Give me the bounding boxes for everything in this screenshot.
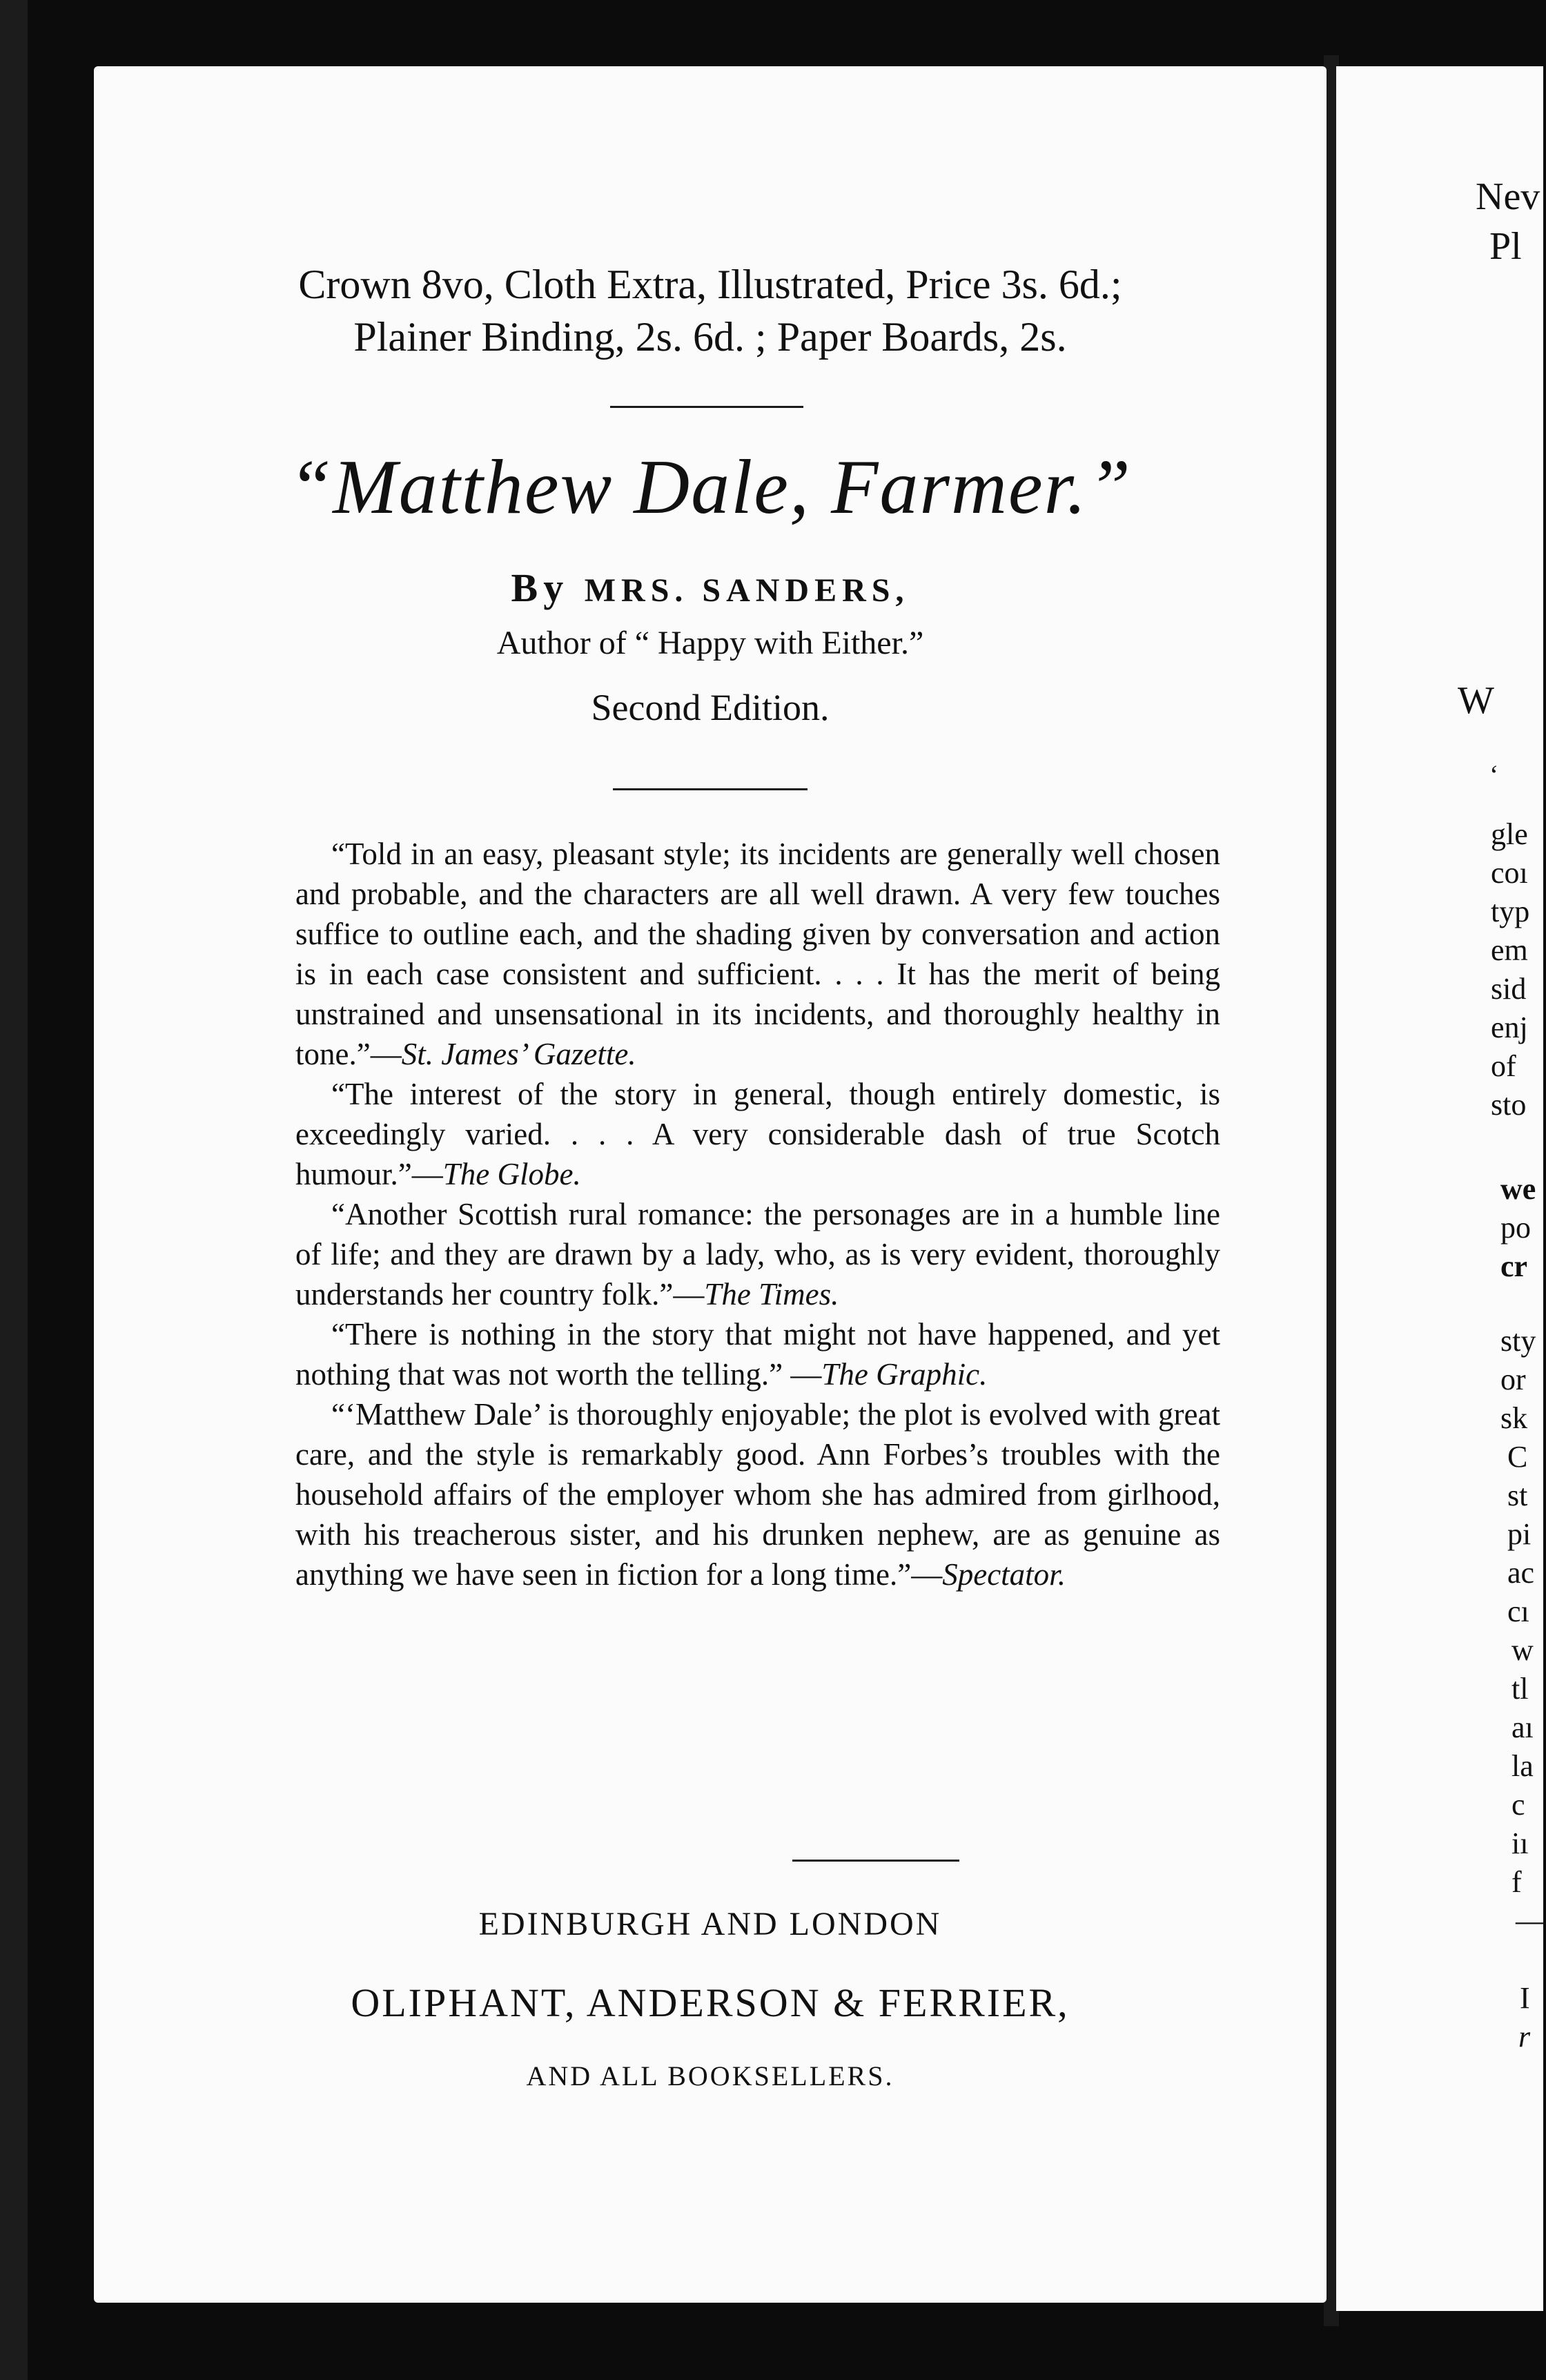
book-spine-edge: [0, 0, 28, 2380]
divider-rule-middle: [613, 788, 808, 790]
review-text: “‘Matthew Dale’ is thoroughly enjoyable; the plot is evolved with great care, and the style is remarkably good. Ann Forbes’s troubles with the household affairs of the employer whom she has admired from girlhood, with his treacherous sister, and his drunken nephew, are as genuine as anything we have seen in fiction for a long time.”—: [295, 1397, 1220, 1592]
review-text: “The interest of the story in general, though entirely domestic, is exceedingly varied. . . . A very considerable dash of true Scotch humour.”—: [295, 1077, 1220, 1191]
review-source: Spectator.: [942, 1557, 1066, 1592]
edition-line: Second Edition.: [591, 687, 830, 728]
sellers-line: AND ALL BOOKSELLERS.: [526, 2060, 894, 2091]
right-page-text: w: [1511, 1633, 1534, 1667]
right-page-text: cr: [1500, 1249, 1528, 1283]
right-page-text: —: [1516, 1904, 1546, 1938]
review-source: The Graphic.: [821, 1357, 988, 1392]
right-page-fragment: [1336, 66, 1546, 2311]
right-page-text: I: [1520, 1981, 1530, 2015]
right-page-text: po: [1500, 1211, 1531, 1245]
right-page-text: or: [1500, 1363, 1526, 1396]
right-page-text: c: [1511, 1788, 1525, 1822]
right-page-text: coı: [1491, 856, 1528, 890]
right-page-text: W: [1458, 679, 1494, 722]
price-line-1: Crown 8vo, Cloth Extra, Illustrated, Price 3s. 6d.;: [298, 262, 1122, 307]
review-paragraph: [295, 1074, 1220, 1194]
publisher-city: EDINBURGH AND LONDON: [478, 1906, 942, 1942]
book-title: “Matthew Dale, Farmer.”: [288, 445, 1132, 530]
right-page-text: pi: [1507, 1517, 1532, 1551]
review-source: St. James’ Gazette.: [401, 1037, 636, 1071]
byline: [94, 565, 1327, 611]
right-page-text: ac: [1507, 1556, 1535, 1590]
right-page-text: sty: [1500, 1324, 1536, 1358]
right-page-text: la: [1511, 1749, 1534, 1783]
left-page: [94, 66, 1327, 2303]
right-page-text: cı: [1507, 1594, 1529, 1628]
right-page-text: enj: [1491, 1011, 1528, 1044]
right-page-text: of: [1491, 1049, 1516, 1083]
price-line-2: Plainer Binding, 2s. 6d. ; Paper Boards, 2s.: [353, 314, 1067, 360]
right-page-text: C: [1507, 1440, 1528, 1474]
right-page-text: sto: [1491, 1088, 1527, 1122]
byline-by: By: [511, 565, 569, 610]
review-source: The Globe.: [442, 1157, 581, 1191]
review-text: “Told in an easy, pleasant style; its incidents are generally well chosen and probable, and the characters are all well drawn. A very few touches suffice to outline each, and the shading given by conversation and action is in each case consistent and sufficient. . . . It has the merit of being unstrained and unsensational in its incidents, and thoroughly healthy in tone.”—: [295, 837, 1220, 1071]
right-page-text: aı: [1511, 1710, 1534, 1744]
right-page-text: em: [1491, 933, 1528, 967]
review-paragraph: [295, 834, 1220, 1074]
author-of-line: Author of “ Happy with Either.”: [496, 625, 924, 661]
right-page-text: sid: [1491, 972, 1527, 1006]
right-page-text: r: [1518, 2020, 1531, 2054]
right-page-text: Pl: [1489, 225, 1522, 268]
right-page-text: Nev: [1476, 175, 1540, 218]
divider-rule-bottom: [792, 1860, 959, 1862]
review-text: “There is nothing in the story that might not have happened, and yet nothing that was not worth the telling.” —: [295, 1317, 1220, 1392]
review-paragraph: [295, 1314, 1220, 1394]
review-text: “Another Scottish rural romance: the personages are in a humble line of life; and they are drawn by a lady, who, as is very evident, thoroughly understands her country folk.”—: [295, 1197, 1220, 1311]
right-page-text: iı: [1511, 1826, 1529, 1860]
press-reviews: [295, 834, 1220, 1594]
right-page-text: gle: [1491, 817, 1528, 851]
review-paragraph: [295, 1194, 1220, 1314]
right-page-text: tl: [1511, 1672, 1529, 1706]
review-source: The Times.: [704, 1277, 839, 1311]
review-paragraph: [295, 1394, 1220, 1594]
divider-rule-top: [610, 406, 803, 408]
right-page-text: we: [1500, 1172, 1536, 1206]
right-page-text: typ: [1491, 895, 1530, 928]
right-page-text: f: [1511, 1865, 1522, 1899]
right-page-text: sk: [1500, 1401, 1528, 1435]
right-page-text: st: [1507, 1479, 1528, 1512]
byline-author: MRS. SANDERS,: [584, 572, 910, 609]
right-page-text: ‘: [1489, 759, 1499, 790]
publisher-name: OLIPHANT, ANDERSON & FERRIER,: [351, 1980, 1070, 2025]
